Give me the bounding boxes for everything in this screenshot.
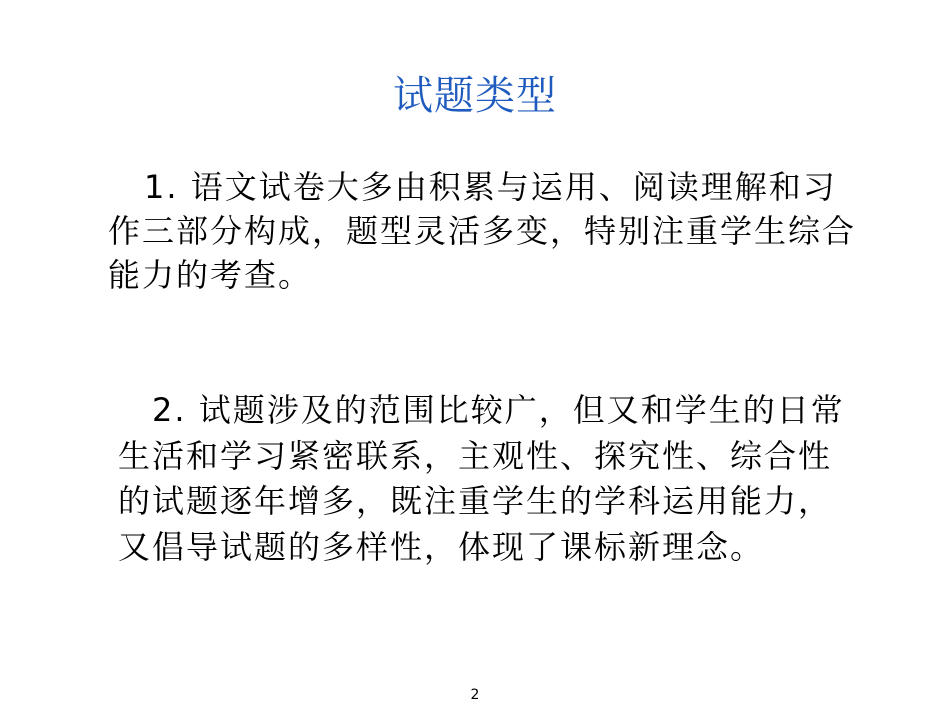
paragraph-1: 1. 语文试卷大多由积累与运用、阅读理解和习作三部分构成，题型灵活多变，特别注重学生综合能力的考查。 [108,168,857,294]
slide-title: 试题类型 [393,73,557,119]
paragraph-2: 2. 试题涉及的范围比较广，但又和学生的日常生活和学习紧密联系，主观性、探究性、综合性的试题逐年增多，既注重学生的学科运用能力，又倡导试题的多样性，体现了课标新理念。 [118,391,845,566]
page-number: 2 [470,687,480,703]
